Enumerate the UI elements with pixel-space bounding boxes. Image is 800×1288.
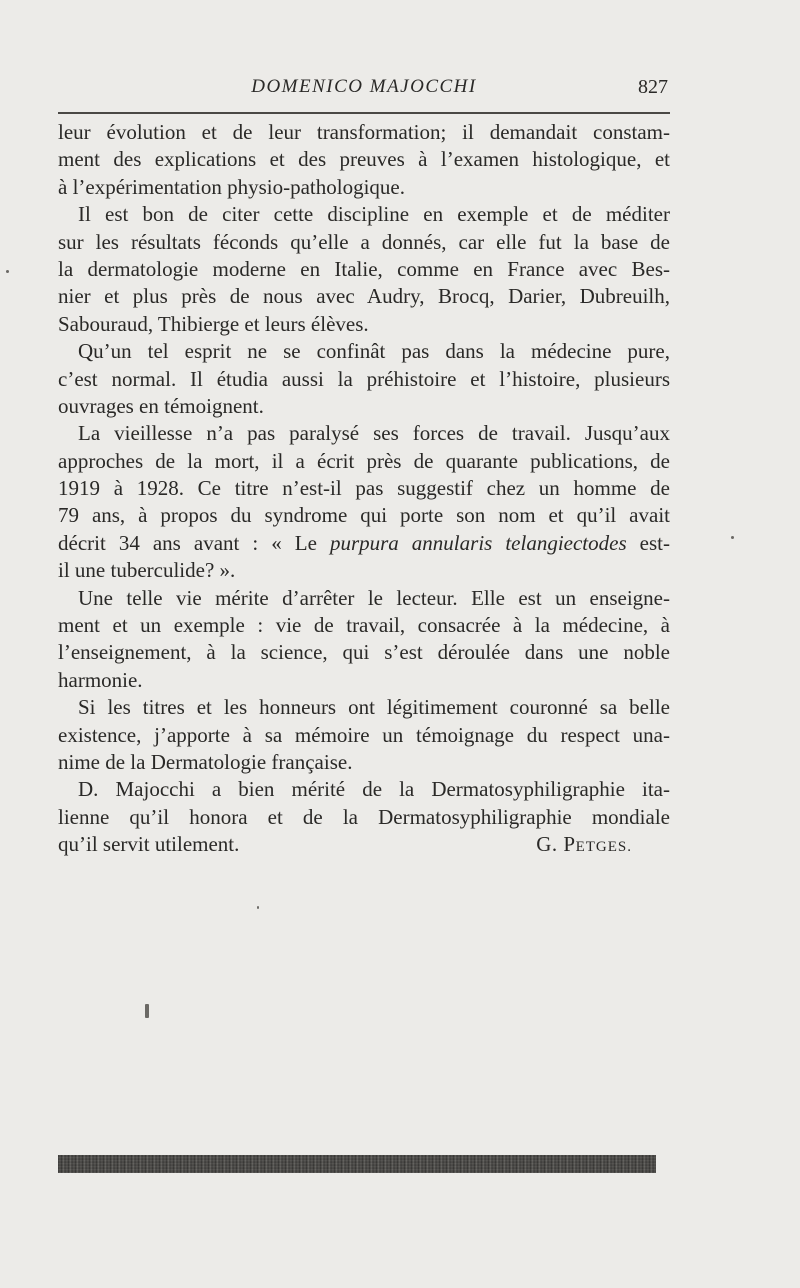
text-line: la dermatologie moderne en Italie, comme en France avec Bes- [58,256,670,281]
text-fragment: décrit 34 ans avant : « Le [58,530,330,555]
text-line: Si les titres et les honneurs ont légitimement couronné sa belle [78,695,670,720]
running-head [60,74,668,102]
text-line: à l’expérimentation physio-pathologique. [58,174,405,199]
italic-term: purpura annularis telangiectodes [329,530,627,555]
text-line: Il est bon de citer cette discipline en exemple et de méditer [78,202,670,227]
signature-rest: ETGES. [575,839,632,856]
text-line: D. Majocchi a bien mérité de la Dermatosyphiligraphie ita- [78,777,670,802]
scan-speck [731,536,734,539]
text-line: c’est normal. Il étudia aussi la préhistoire et l’histoire, plusieurs [58,366,670,391]
text-line: Qu’un tel esprit ne se confinât pas dans la médecine pure, [78,339,670,364]
text-line: harmonie. [58,667,143,692]
text-line-with-italic [58,530,670,557]
text-line: leur évolution et de leur transformation; il demandait constam- [58,120,670,144]
closing-line [58,831,670,858]
running-title: DOMENICO MAJOCCHI [251,76,477,97]
text-line: sur les résultats féconds qu’elle a donnés, car elle fut la base de [58,229,670,254]
scan-speck [257,906,259,909]
text-line: 1919 à 1928. Ce titre n’est-il pas suggestif chez un homme de [58,476,670,501]
scan-speck [145,1004,149,1018]
text-fragment: est- [626,530,670,555]
text-line: l’enseignement, à la science, qui s’est déroulée dans une noble [58,640,670,665]
text-line: ment des explications et des preuves à l’examen histologique, et [58,147,670,172]
text-line: approches de la mort, il a écrit près de quarante publications, de [58,448,670,473]
text-line: ouvrages en témoignent. [58,393,264,418]
page-number: 827 [638,76,668,98]
text-line: nier et plus près de nous avec Audry, Brocq, Darier, Dubreuilh, [58,284,670,309]
text-line: qu’il servit utilement. [58,832,240,857]
scan-speck [6,270,9,273]
text-line: lienne qu’il honora et de la Dermatosyphiligraphie mondiale [58,804,670,829]
text-line: existence, j’apporte à sa mémoire un témoignage du respect una- [58,722,670,747]
text-line: Une telle vie mérite d’arrêter le lecteur. Elle est un enseigne- [78,585,670,610]
header-rule [58,112,670,114]
signature-initial: G. P [536,832,576,857]
text-line: ment et un exemple : vie de travail, consacrée à la médecine, à [58,613,670,638]
text-line: 79 ans, à propos du syndrome qui porte son nom et qu’il avait [58,503,670,528]
text-line: il une tuberculide? ». [58,558,236,583]
text-line: nime de la Dermatologie française. [58,749,353,774]
text-line: Sabouraud, Thibierge et leurs élèves. [58,311,369,336]
bottom-printed-band [58,1155,656,1173]
body-text [58,119,670,859]
text-line: La vieillesse n’a pas paralysé ses forces de travail. Jusqu’aux [78,421,670,446]
signature [536,831,670,858]
